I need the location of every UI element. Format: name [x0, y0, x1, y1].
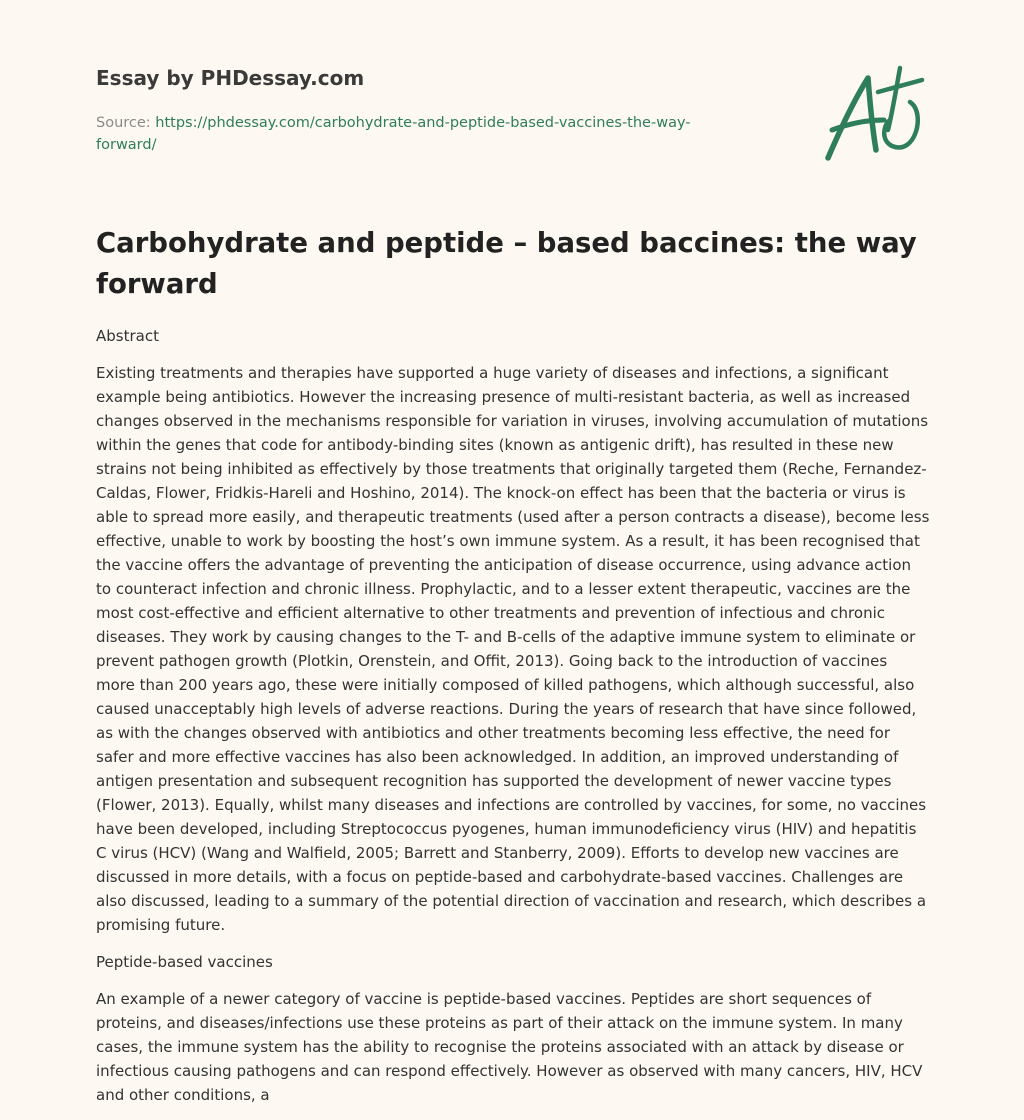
- source-line: [96, 112, 736, 156]
- section-abstract: [96, 324, 930, 937]
- site-title: Essay by PHDessay.com: [96, 66, 365, 90]
- article-body: [96, 324, 930, 1120]
- section-heading: Abstract: [96, 327, 159, 345]
- source-link[interactable]: https://phdessay.com/carbohydrate-and-peptide-based-vaccines-the-way-forward/: [96, 115, 691, 153]
- section-heading: Peptide-based vaccines: [96, 953, 273, 971]
- section-peptide-based-vaccines: [96, 950, 930, 1107]
- a-plus-logo-icon: [818, 64, 930, 164]
- source-label: Source:: [96, 115, 151, 131]
- section-paragraph: An example of a newer category of vaccine is peptide-based vaccines. Peptides are short sequences of proteins, and diseases/infections use these proteins as part of their attack on the immune system. In many cases, the immune system has the ability to recognise the proteins associated with an attack by disease or infectious causing pathogens and can respond effectively. However as observed with many cancers, HIV, HCV and other conditions, a: [96, 990, 923, 1104]
- article-title: Carbohydrate and peptide – based baccines: the way forward: [96, 227, 917, 300]
- section-paragraph: Existing treatments and therapies have supported a huge variety of diseases and infections, a significant example being antibiotics. However the increasing presence of multi-resistant bacteria, as well as increased changes observed in the mechanisms responsible for variation in viruses, involving accumulation of mutations within the genes that code for antibody-binding sites (known as antigenic drift), has resulted in these new strains not being inhibited as effectively by those treatments that originally targeted them (Reche, Fernandez-Caldas, Flower, Fridkis-Hareli and Hoshino, 2014). The knock-on effect has been that the bacteria or virus is able to spread more easily, and therapeutic treatments (used after a person contracts a disease), become less effective, unable to work by boosting the host’s own immune system. As a result, it has been recognised that the vaccine offers the advantage of preventing the anticipation of disease occurrence, using advance action to counteract infection and chronic illness. Prophylactic, and to a lesser extent therapeutic, vaccines are the most cost-effective and efficient alternative to other treatments and prevention of infectious and chronic diseases. They work by causing changes to the T- and B-cells of the adaptive immune system to eliminate or prevent pathogen growth (Plotkin, Orenstein, and Offit, 2013). Going back to the introduction of vaccines more than 200 years ago, these were initially composed of killed pathogens, which although successful, also caused unacceptably high levels of adverse reactions. During the years of research that have since followed, as with the changes observed with antibiotics and other treatments becoming less effective, the need for safer and more effective vaccines has also been acknowledged. In addition, an improved understanding of antigen presentation and subsequent recognition has supported the development of newer vaccine types (Flower, 2013). Equally, whilst many diseases and infections are controlled by vaccines, for some, no vaccines have been developed, including Streptococcus pyogenes, human immunodeficiency virus (HIV) and hepatitis C virus (HCV) (Wang and Walfield, 2005; Barrett and Stanberry, 2009). Efforts to develop new vaccines are discussed in more details, with a focus on peptide-based and carbohydrate-based vaccines. Challenges are also discussed, leading to a summary of the potential direction of vaccination and research, which describes a promising future.: [96, 364, 930, 934]
